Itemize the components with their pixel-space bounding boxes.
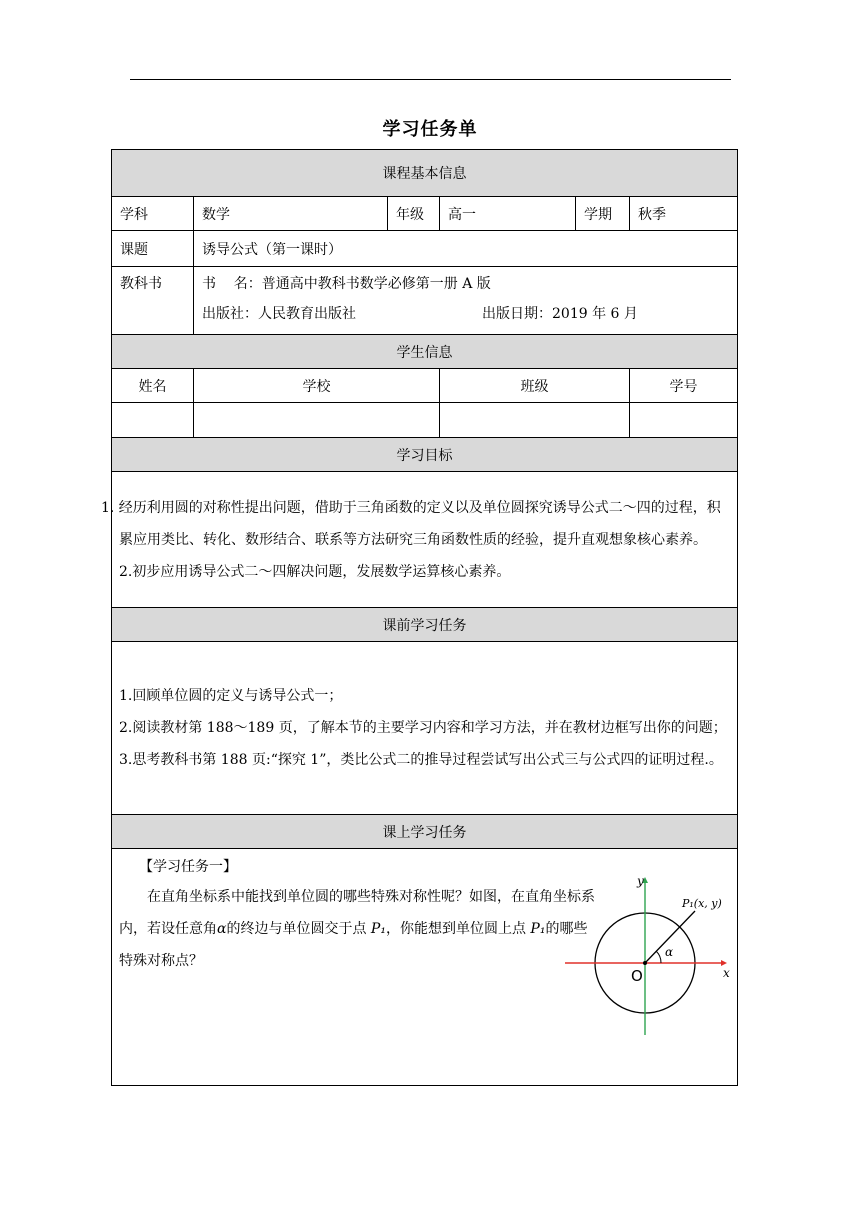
learning-task-table: [101, 149, 738, 1086]
class-input-cell[interactable]: [440, 403, 630, 438]
term-label: 学期: [576, 197, 630, 231]
topic-label: 课题: [112, 231, 194, 267]
subject-label: 学科: [112, 197, 194, 231]
pre-class-body: [112, 642, 738, 815]
unit-circle-figure: [561, 871, 731, 1041]
grade-value: 高一: [440, 197, 576, 231]
point-p1: P₁: [370, 921, 386, 937]
task-one-title: 【学习任务一】: [139, 859, 237, 875]
subject-value: 数学: [194, 197, 388, 231]
name-input-cell[interactable]: [112, 403, 194, 438]
document-title: 学习任务单: [382, 119, 478, 140]
header-rule: [130, 79, 731, 80]
point-label: P₁(x, y): [682, 897, 722, 910]
task-one: [119, 849, 730, 1085]
origin-label: O: [631, 967, 643, 985]
school-input-cell[interactable]: [194, 403, 440, 438]
textbook-name: 书 名：普通高中教科书数学必修第一册 A 版: [202, 276, 491, 292]
student-id-input-cell[interactable]: [630, 403, 738, 438]
term-value: 秋季: [630, 197, 738, 231]
angle-arc: [656, 951, 661, 963]
course-info-header: 课程基本信息: [112, 150, 738, 197]
angle-label: α: [665, 945, 674, 959]
in-class-header: 课上学习任务: [112, 815, 738, 849]
student-id-column-header: 学号: [630, 369, 738, 403]
textbook-label: 教科书: [112, 267, 194, 335]
in-class-body: [112, 849, 738, 1086]
name-column-header: 姓名: [112, 369, 194, 403]
objective-item-1: 1. 经历利用圆的对称性提出问题，借助于三角函数的定义以及单位圆探究诱导公式二～四的过程，积累应用类比、转化、数形结合、联系等方法研究三角函数性质的经验，提升直观想象核心素养。: [101, 499, 721, 548]
task-one-question: 在直角坐标系中能找到单位圆的哪些特殊对称性呢？如图，在直角坐标系内，若设任意角α的终边与单位圆交于点 P₁，你能想到单位圆上点 P₁的哪些特殊对称点？: [119, 889, 595, 969]
publish-date: 出版日期：2019 年 6 月: [482, 306, 638, 322]
alpha-symbol: α: [217, 921, 227, 937]
objectives-body: [101, 472, 738, 608]
student-info-header: 学生信息: [112, 335, 738, 369]
school-column-header: 学校: [194, 369, 440, 403]
origin-point: [643, 961, 647, 965]
y-axis-label: y: [637, 874, 644, 888]
point-p1-again: P₁: [530, 921, 546, 937]
textbook-details: [194, 267, 738, 335]
pre-class-item-3: 3.思考教科书第 188 页:“探究 1”，类比公式二的推导过程尝试写出公式三与公式四的证明过程.。: [119, 752, 723, 768]
topic-value: 诱导公式（第一课时）: [194, 231, 738, 267]
objectives-header: 学习目标: [112, 438, 738, 472]
publisher: 出版社：人民教育出版社: [202, 306, 356, 322]
grade-label: 年级: [388, 197, 440, 231]
objective-item-2: 2.初步应用诱导公式二～四解决问题，发展数学运算核心素养。: [119, 563, 511, 580]
class-column-header: 班级: [440, 369, 630, 403]
pre-class-header: 课前学习任务: [112, 608, 738, 642]
x-axis-label: x: [723, 966, 730, 980]
publish-line: [202, 301, 729, 331]
pre-class-item-2: 2.阅读教材第 188～189 页，了解本节的主要学习内容和学习方法，并在教材边框写出你的问题；: [119, 720, 727, 736]
pre-class-item-1: 1.回顾单位圆的定义与诱导公式一；: [119, 688, 343, 704]
